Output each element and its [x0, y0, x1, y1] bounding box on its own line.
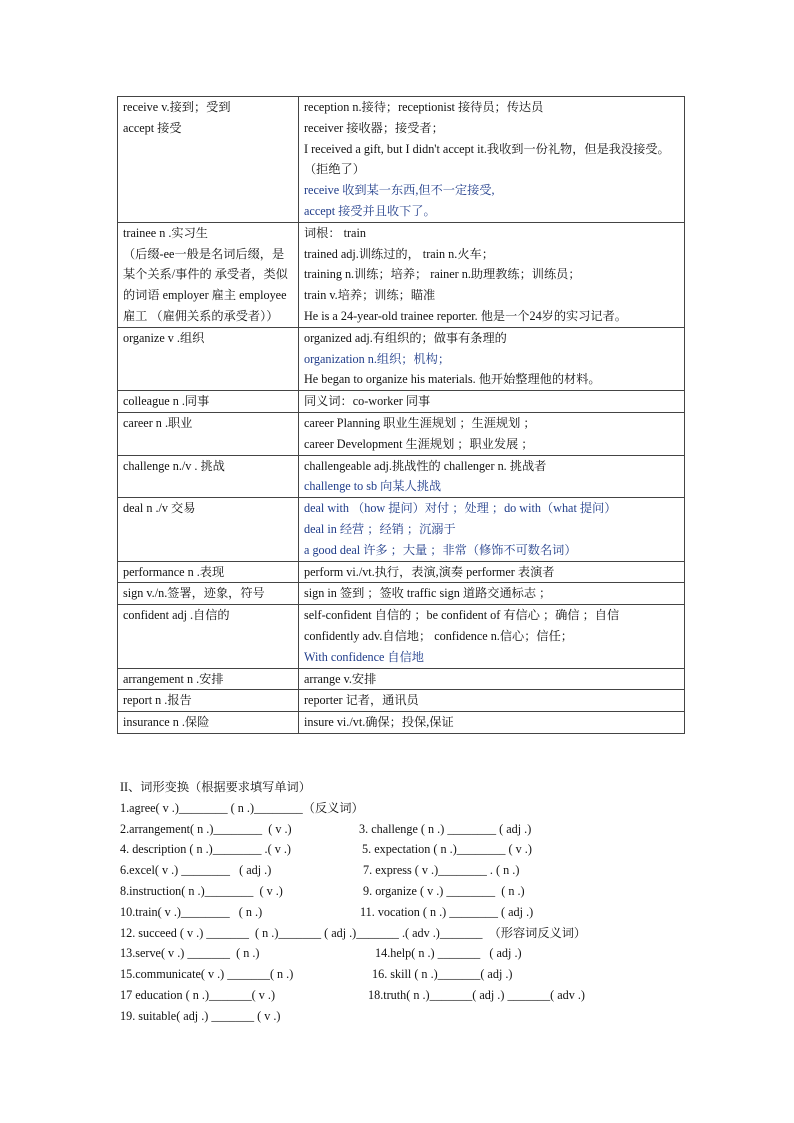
note-line: challenge to sb 向某人挑战 [304, 479, 442, 494]
note-line: reporter 记者，通讯员 [304, 693, 419, 708]
exercise-question: 18.truth( n .)_______( adj .) _______( adv .) [368, 987, 585, 1002]
headword-cell [118, 561, 299, 583]
table-row [118, 690, 685, 712]
table-row [118, 605, 685, 668]
note-line: career Development 生涯规划 ；职业发展 ； [304, 436, 534, 451]
headword-cell [118, 327, 299, 390]
exercise-question: 17 education ( n .)_______( v .) [120, 987, 276, 1002]
exercise-item [120, 985, 720, 1006]
table-row [118, 455, 685, 498]
exercise-question: 4. description ( n .)________ .( v .) [120, 842, 291, 857]
exercise-item [120, 943, 720, 964]
note-line: deal with （how 提问）对付 ；处理 ；do with（what 提问） [304, 501, 617, 516]
table-row [118, 391, 685, 413]
notes-cell [299, 690, 685, 712]
note-line: accept 接受并且收下了。 [304, 203, 436, 218]
table-row [118, 222, 685, 327]
note-line: perform vi./vt.执行，表演,演奏 performer 表演者 [304, 564, 555, 579]
headword-cell [118, 455, 299, 498]
headword-cell [118, 391, 299, 413]
exercise-item [120, 798, 720, 819]
notes-cell [299, 561, 685, 583]
headword-text: receive v.接到；受到 [123, 100, 231, 114]
table-row [118, 97, 685, 223]
exercise-question: 19. suitable( adj .) _______ ( v .) [120, 1008, 281, 1023]
notes-cell [299, 712, 685, 734]
exercise-item [120, 881, 720, 902]
note-line: challengeable adj.挑战性的 challenger n. 挑战者 [304, 458, 547, 473]
exercise-question: 6.excel( v .) ________ ( adj .) [120, 863, 272, 878]
note-line: receiver 接收器；接受者； [304, 120, 444, 135]
note-line: deal in 经营 ；经销 ；沉溺于 [304, 521, 456, 536]
headword-text: arrangement n .安排 [123, 671, 224, 686]
notes-cell [299, 222, 685, 327]
word-form-exercise [120, 777, 720, 1027]
headword-text: （后缀-ee一般是名词后缀，是某个关系/事件的 承受者，类似的词语 employer 雇主 employee 雇工 （雇佣关系的承受者）） [123, 246, 288, 323]
headword-cell [118, 222, 299, 327]
headword-text: accept 接受 [123, 120, 182, 135]
exercise-item [120, 902, 720, 923]
note-line: confidently adv.自信地； confidence n.信心；信任； [304, 628, 573, 643]
exercise-question: 11. vocation ( n .) ________ ( adj .) [360, 904, 534, 919]
note-line: With confidence 自信地 [304, 649, 424, 664]
headword-text: performance n .表现 [123, 564, 225, 579]
note-line: a good deal 许多 ；大量 ；非常（修饰不可数名词） [304, 542, 577, 557]
headword-text: sign v./n.签署，迹象，符号 [123, 586, 265, 601]
exercise-rows [120, 798, 720, 1027]
headword-text: confident adj .自信的 [123, 608, 230, 623]
headword-text: trainee n .实习生 [123, 225, 208, 240]
notes-cell [299, 498, 685, 561]
notes-cell [299, 412, 685, 455]
exercise-item [120, 964, 720, 985]
note-line: training n.训练；培养； rainer n.助理教练；训练员； [304, 267, 581, 282]
notes-cell [299, 455, 685, 498]
exercise-item [120, 923, 720, 944]
headword-text: challenge n./v . 挑战 [123, 458, 225, 473]
note-line: 同义词：co-worker 同事 [304, 394, 431, 409]
note-line: He is a 24-year-old trainee reporter. 他是一个24岁的实习记者。 [304, 308, 627, 323]
headword-cell [118, 712, 299, 734]
vocab-table [117, 96, 685, 734]
note-line: sign in 签到 ；签收 traffic sign 道路交通标志 ； [304, 586, 552, 601]
exercise-question: 16. skill ( n .)_______( adj .) [372, 967, 513, 982]
exercise-item [120, 819, 720, 840]
exercise-question: 1.agree( v .)________ ( n .)________（反义词） [120, 800, 364, 815]
exercise-question: 2.arrangement( n .)________ ( v .) [120, 821, 292, 836]
note-line: organized adj.有组织的；做事有条理的 [304, 330, 507, 345]
note-line: trained adj.训练过的， train n.火车； [304, 246, 494, 261]
headword-text: colleague n .同事 [123, 394, 210, 409]
note-line: train v.培养；训练；瞄准 [304, 288, 436, 303]
notes-cell [299, 605, 685, 668]
exercise-question: 13.serve( v .) _______ ( n .) [120, 946, 260, 961]
notes-cell [299, 391, 685, 413]
table-row [118, 712, 685, 734]
note-line: arrange v.安排 [304, 671, 377, 686]
exercise-item [120, 839, 720, 860]
headword-cell [118, 412, 299, 455]
note-line: career Planning 职业生涯规划 ；生涯规划 ； [304, 415, 536, 430]
exercise-heading: II、词形变换（根据要求填写单词） [120, 780, 311, 794]
table-row [118, 561, 685, 583]
exercise-question: 14.help( n .) _______ ( adj .) [375, 946, 522, 961]
exercise-question: 10.train( v .)________ ( n .) [120, 904, 263, 919]
exercise-question: 5. expectation ( n .)________ ( v .) [362, 842, 532, 857]
note-line: reception n.接待；receptionist 接待员；传达员 [304, 100, 544, 114]
headword-text: organize v .组织 [123, 330, 205, 345]
notes-cell [299, 97, 685, 223]
note-line: 词根： train [304, 225, 366, 240]
table-row [118, 498, 685, 561]
headword-cell [118, 97, 299, 223]
headword-cell [118, 498, 299, 561]
exercise-item [120, 860, 720, 881]
note-line: organization n.组织；机构； [304, 351, 451, 366]
exercise-question: 8.instruction( n .)________ ( v .) [120, 883, 283, 898]
table-row [118, 327, 685, 390]
note-line: receive 收到某一东西,但不一定接受, [304, 183, 495, 198]
headword-text: insurance n .保险 [123, 715, 210, 730]
notes-cell [299, 583, 685, 605]
table-row [118, 412, 685, 455]
exercise-item [120, 1006, 720, 1027]
exercise-question: 12. succeed ( v .) _______ ( n .)_______ ( adj .)_______ .( adv .)_______ （形容词反义词） [120, 925, 587, 940]
headword-cell [118, 583, 299, 605]
headword-cell [118, 668, 299, 690]
note-line: I received a gift, but I didn't accept it.我收到一份礼物，但是我没接受。（拒绝了） [304, 141, 670, 177]
table-row [118, 668, 685, 690]
headword-text: deal n ./v 交易 [123, 501, 196, 516]
note-line: self-confident 自信的 ；be confident of 有信心 ；确信 ；自信 [304, 608, 620, 623]
notes-cell [299, 668, 685, 690]
headword-text: report n .报告 [123, 693, 192, 708]
exercise-question: 15.communicate( v .) _______( n .) [120, 967, 294, 982]
note-line: He began to organize his materials. 他开始整理他的材料。 [304, 372, 601, 387]
table-row [118, 583, 685, 605]
exercise-question: 9. organize ( v .) ________ ( n .) [363, 883, 525, 898]
note-line: insure vi./vt.确保；投保,保证 [304, 715, 454, 730]
exercise-question: 7. express ( v .)________ . ( n .) [363, 863, 520, 878]
vocab-table-body [118, 97, 685, 734]
notes-cell [299, 327, 685, 390]
headword-text: career n .职业 [123, 415, 193, 430]
exercise-question: 3. challenge ( n .) ________ ( adj .) [359, 821, 532, 836]
headword-cell [118, 690, 299, 712]
headword-cell [118, 605, 299, 668]
